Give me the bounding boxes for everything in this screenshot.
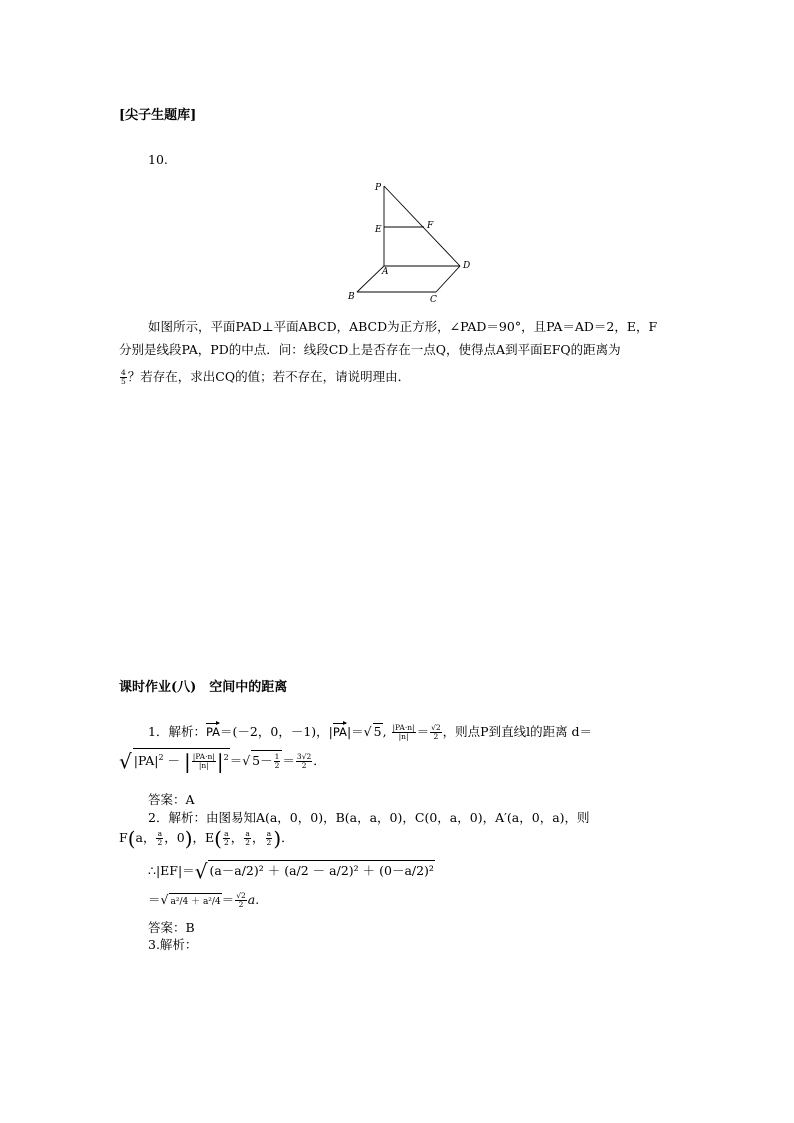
answer-2-line-1: 2．解析：由图易知A(a，0，0)，B(a，a，0)，C(0，a，0)，A′(a，0，a)，则 [148, 810, 590, 825]
label-P: P [375, 183, 382, 193]
problem-line-3 [119, 366, 410, 388]
answer-1-result: 答案：A [148, 792, 195, 807]
label-F: F [427, 221, 434, 231]
section-title: 课时作业(八) 空间中的距离 [119, 680, 288, 695]
answer-3-line-1: 3.解析： [148, 937, 198, 952]
problem-line-2: 分别是线段PA，PD的中点．问：线段CD上是否存在一点Q，使得点A到平面EFQ的距离为 [119, 342, 621, 357]
edge-CD [436, 266, 460, 292]
vector-PA: PA [205, 725, 221, 739]
edge-PD [384, 186, 460, 266]
problem-line-3-text: ？若存在，求出CQ的值；若不存在，请说明理由． [127, 369, 411, 384]
answer-2-line-4: ＝√ a²/4 ＋ a²/4＝ $\frac{√2}{2}$ a. [148, 891, 260, 909]
geometry-figure [340, 178, 480, 308]
answer-2-result: 答案：B [148, 920, 195, 935]
label-E: E [375, 225, 382, 235]
problem-line-1: 如图所示，平面PAD⊥平面ABCD，ABCD为正方形，∠PAD＝90°，且PA＝AD＝2，E，F [148, 319, 658, 334]
section-tag: [尖子生题库] [119, 108, 197, 123]
problem-number: 10. [148, 152, 168, 167]
frac-den: 5 [121, 377, 126, 386]
edge-AB [357, 266, 384, 292]
label-C: C [430, 295, 437, 305]
label-B: B [348, 292, 355, 302]
answer-1-line-1: 1．解析：PA＝(－2，0，－1)，|PA|＝√ 5, $\frac{|PA\cdot n|}{|n|}$ ＝ $\frac{√2}{2}$ ，则点P到直线l的距离 d＝ [148, 723, 593, 741]
answer-2-line-2: F(a， $\frac{a}{2}$ ，0)，E( $\frac{a}{2}$ ， $\frac{a}{2}$ ， $\frac{a}{2}$ )． [119, 826, 294, 851]
answer-1-line-2: √ $|PA|^2$ － | $\frac{|PA\cdot n|}{|n|}$ $|^2=√$ 5－ $\frac{1}{2}$ ＝ $\frac{3√2}{2}$ ． [119, 749, 326, 774]
vector-PA-norm: PA [332, 725, 347, 739]
frac-num: 4 [121, 368, 126, 377]
label-A: A [382, 267, 389, 277]
answer-2-line-3: ∴|EF|＝√ (a－a/2)² ＋ (a/2 － a/2)² ＋ (0－a/2)² [148, 859, 434, 884]
label-D: D [463, 261, 471, 271]
